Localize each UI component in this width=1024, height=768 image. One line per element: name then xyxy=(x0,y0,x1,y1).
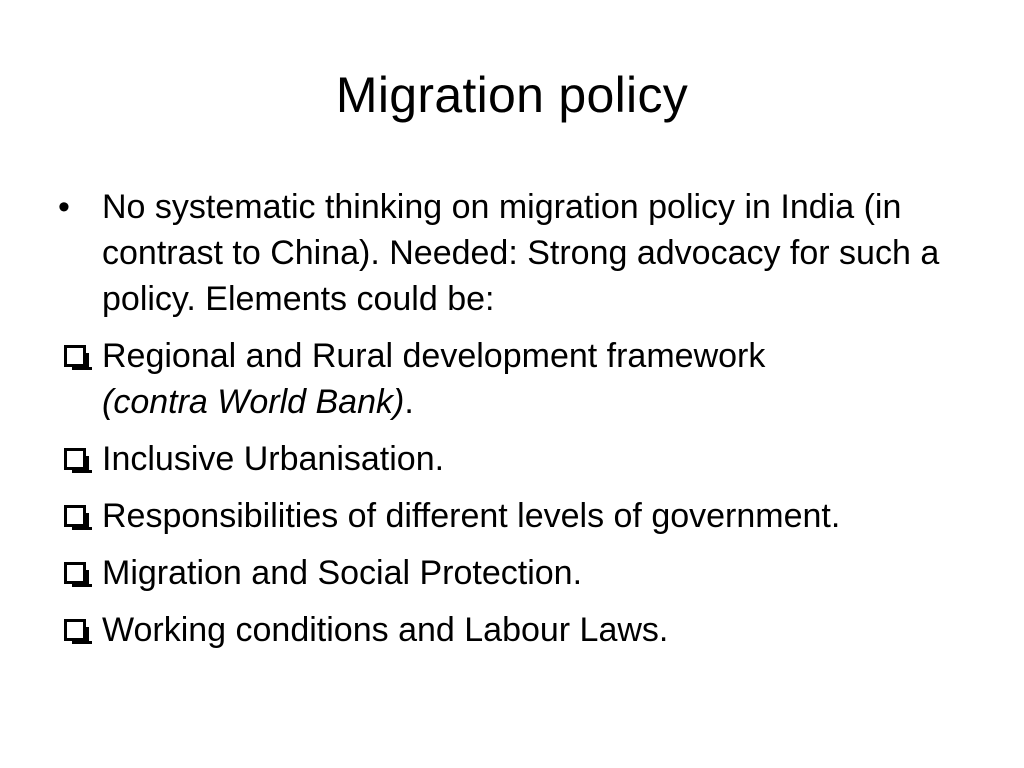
intro-bullet-text: No systematic thinking on migration policy in India (in contrast to China). Needed: Strong advocacy for such a policy. Elements could be: xyxy=(102,188,940,318)
checkbox-bullet-icon xyxy=(64,562,86,584)
slide-content xyxy=(58,184,988,664)
checkbox-bullet-icon xyxy=(64,619,86,641)
checkbox-bullet-icon xyxy=(64,448,86,470)
list-item-regional-rural xyxy=(58,333,988,425)
list-item-text: Migration and Social Protection. xyxy=(102,554,583,592)
list-item-text: Working conditions and Labour Laws. xyxy=(102,611,669,649)
list-item-responsibilities xyxy=(58,493,988,539)
slide-title: Migration policy xyxy=(335,67,689,123)
intro-bullet xyxy=(58,184,988,322)
list-item-labour-laws xyxy=(58,607,988,653)
list-item-social-protection xyxy=(58,550,988,596)
list-item-text: Responsibilities of different levels of government. xyxy=(102,497,841,535)
list-item-text: Inclusive Urbanisation. xyxy=(102,440,445,478)
list-item-italic-text: (contra World Bank) xyxy=(102,383,405,421)
checkbox-bullet-icon xyxy=(64,505,86,527)
list-item-text: Regional and Rural development framework xyxy=(102,337,766,375)
list-item-suffix: . xyxy=(404,383,414,421)
bullet-dot-icon: • xyxy=(58,188,70,226)
checkbox-bullet-icon xyxy=(64,345,86,367)
list-item-inclusive-urbanisation xyxy=(58,436,988,482)
